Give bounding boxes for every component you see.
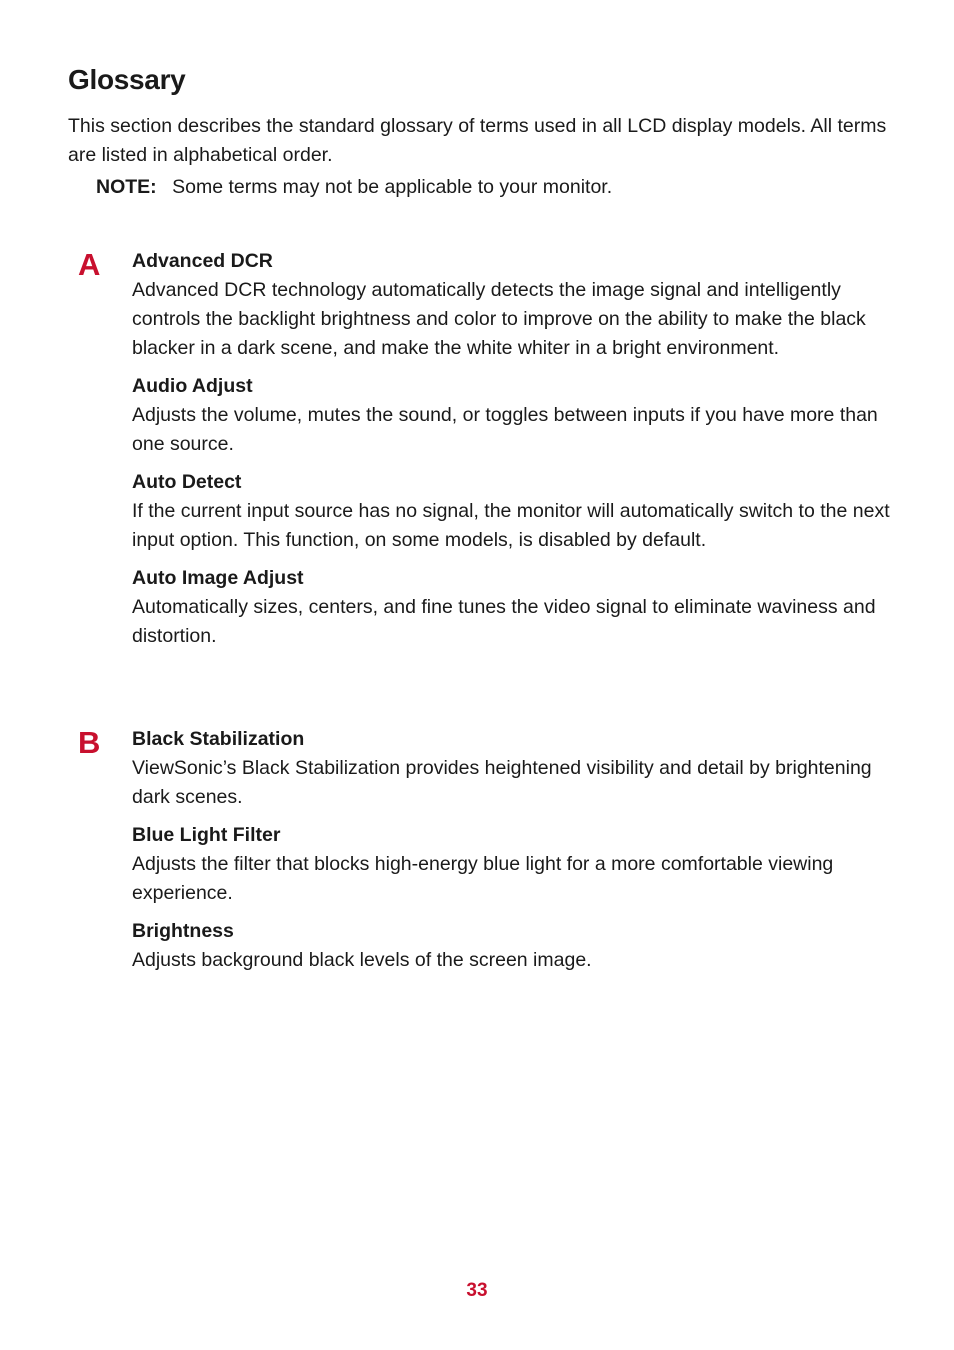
glossary-definition: If the current input source has no signal, the monitor will automatically switch to the next input option. This function, on some models, is disabled by default. — [132, 500, 890, 551]
glossary-definition: Advanced DCR technology automatically detects the image signal and intelligently controls the backlight brightness and color to improve on the ability to make the black blacker in a dark scene, and make the white whiter in a bright environment. — [132, 279, 866, 359]
glossary-term: Blue Light Filter — [132, 824, 281, 846]
note-label: NOTE: — [96, 176, 157, 198]
note-text: Some terms may not be applicable to your monitor. — [172, 176, 613, 198]
page-number: 33 — [466, 1280, 488, 1301]
glossary-entry — [132, 468, 892, 555]
glossary-term: Black Stabilization — [132, 728, 305, 750]
section-entries — [132, 247, 892, 660]
glossary-term: Advanced DCR — [132, 250, 273, 272]
glossary-entry — [132, 725, 892, 812]
page-title: Glossary — [68, 64, 186, 95]
section-letter: A — [78, 247, 101, 282]
glossary-term: Brightness — [132, 920, 234, 942]
glossary-entry — [132, 247, 892, 363]
glossary-definition: Adjusts background black levels of the screen image. — [132, 949, 592, 971]
glossary-definition: Automatically sizes, centers, and fine tunes the video signal to eliminate waviness and distortion. — [132, 596, 876, 647]
glossary-term: Auto Image Adjust — [132, 567, 304, 589]
intro-paragraph: This section describes the standard glossary of terms used in all LCD display models. All terms are listed in alphabetical order. — [68, 115, 887, 166]
glossary-entry — [132, 372, 892, 459]
section-entries — [132, 725, 892, 984]
glossary-entry — [132, 917, 892, 975]
note — [96, 173, 612, 202]
glossary-definition: Adjusts the volume, mutes the sound, or toggles between inputs if you have more than one source. — [132, 404, 878, 455]
glossary-definition: ViewSonic’s Black Stabilization provides heightened visibility and detail by brightening dark scenes. — [132, 757, 872, 808]
glossary-entry — [132, 564, 892, 651]
glossary-definition: Adjusts the filter that blocks high-energy blue light for a more comfortable viewing experience. — [132, 853, 834, 904]
section-letter: B — [78, 725, 101, 760]
glossary-term: Audio Adjust — [132, 375, 253, 397]
glossary-entry — [132, 821, 892, 908]
glossary-term: Auto Detect — [132, 471, 242, 493]
